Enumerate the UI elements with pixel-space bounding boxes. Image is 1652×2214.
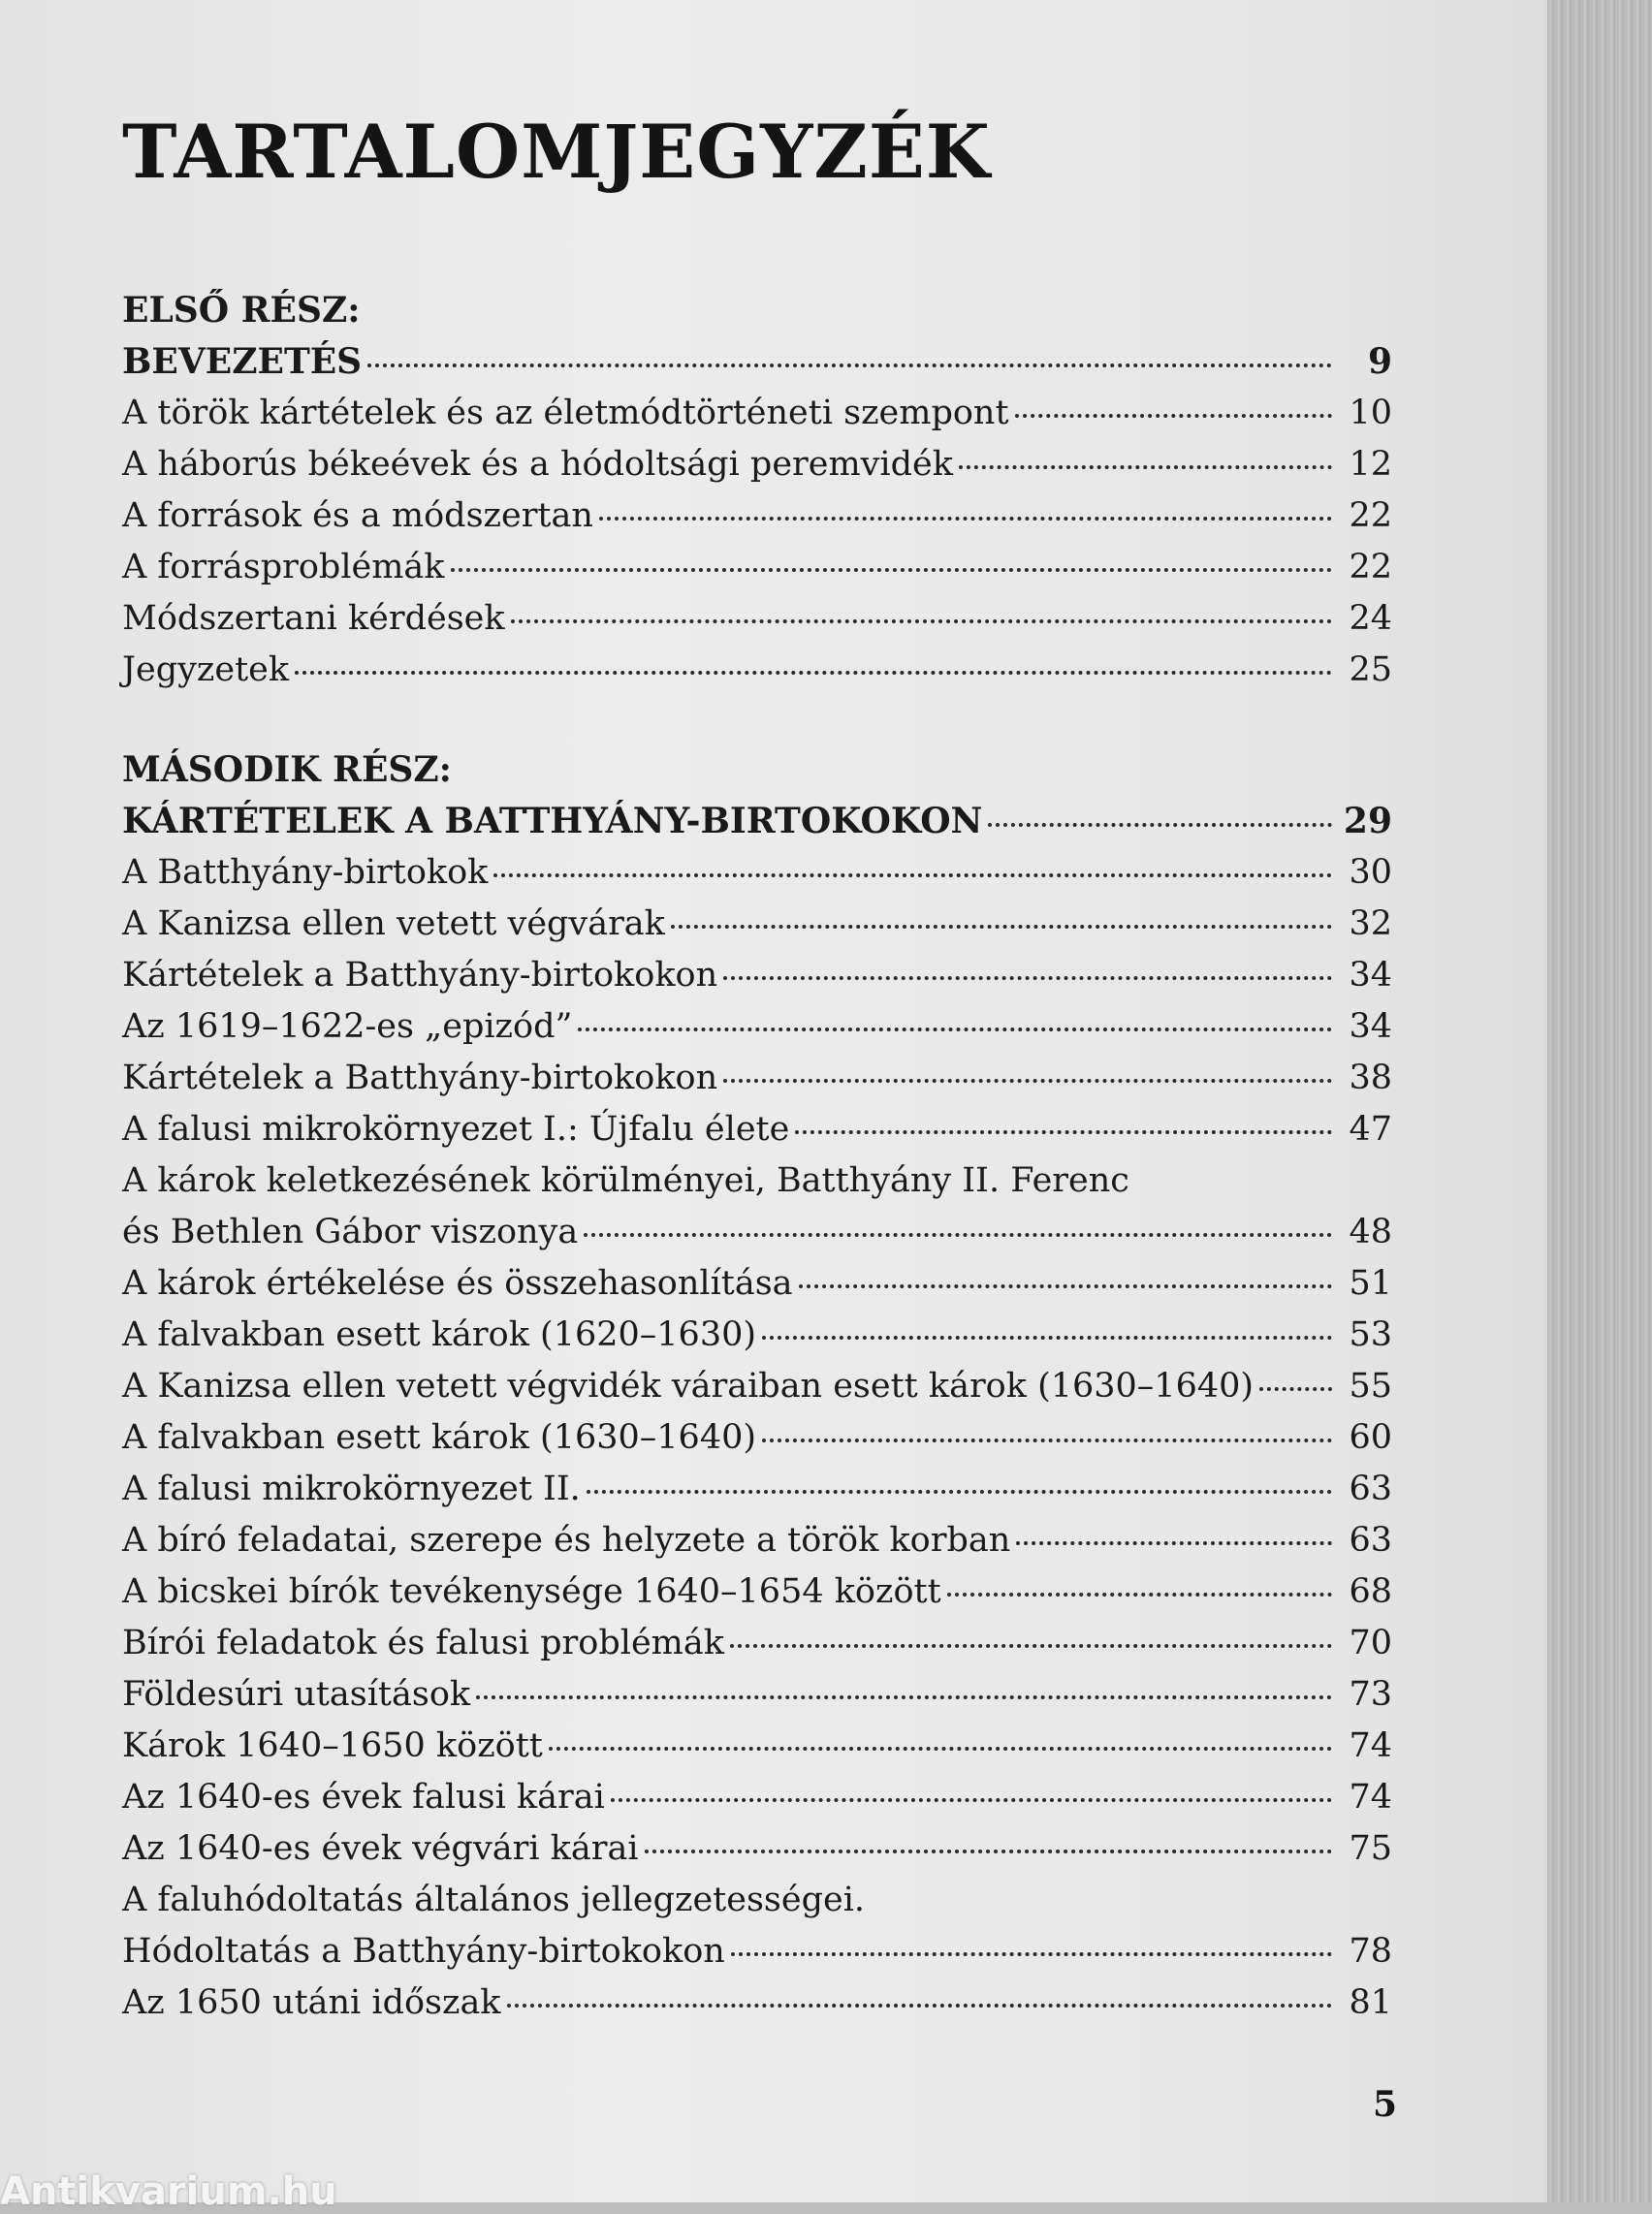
toc-entry [122, 847, 1392, 899]
toc-entry-page: 73 [1349, 1675, 1392, 1714]
dot-leader [730, 1644, 1332, 1648]
toc-entry [122, 1875, 1392, 1926]
toc-entry-page: 68 [1349, 1572, 1392, 1611]
toc-entry-page: 78 [1349, 1932, 1392, 1971]
toc-entry [122, 1361, 1392, 1412]
toc-entry [122, 1926, 1392, 1977]
toc-entry-label: Földesúri utasítások [122, 1675, 471, 1714]
dot-leader [1016, 1541, 1332, 1545]
dot-leader [1015, 414, 1332, 418]
section-heading-label: MÁSODIK RÉSZ: [122, 749, 452, 790]
toc-entry [122, 490, 1392, 542]
toc-entry [122, 1258, 1392, 1310]
toc-entry-label: A károk keletkezésének körülményei, Batthyány II. Ferenc [122, 1161, 1129, 1200]
toc-entry [122, 899, 1392, 950]
toc-entry-page: 32 [1349, 904, 1392, 943]
toc-entry-label: A falusi mikrokörnyezet II. [122, 1470, 581, 1508]
dot-leader [731, 1952, 1332, 1956]
dot-leader [762, 1336, 1332, 1340]
dot-leader [988, 823, 1332, 827]
toc-entry-label: A források és a módszertan [122, 496, 593, 535]
toc-entry [122, 1053, 1392, 1104]
dot-leader [799, 1284, 1332, 1288]
toc-entry [122, 1772, 1392, 1823]
toc-entry-page: 34 [1349, 956, 1392, 995]
toc-entry-label: A bicskei bírók tevékenysége 1640–1654 között [122, 1572, 941, 1611]
dot-leader [959, 465, 1332, 469]
section-heading [122, 285, 1392, 336]
toc-entry-page: 55 [1349, 1367, 1392, 1406]
dot-leader [367, 364, 1332, 367]
toc-entry-label: Az 1619–1622-es „epizód” [122, 1007, 573, 1046]
dot-leader [645, 1850, 1332, 1853]
toc-entry [122, 796, 1392, 847]
toc-entry-page: 63 [1349, 1521, 1392, 1560]
toc-entry-page: 81 [1349, 1983, 1392, 2022]
toc-entry [122, 593, 1392, 645]
dot-leader [587, 1490, 1332, 1494]
toc-entry-label: és Bethlen Gábor viszonya [122, 1213, 579, 1251]
section-gap [122, 696, 1392, 744]
toc-entry [122, 388, 1392, 439]
toc-entry [122, 336, 1392, 388]
toc-entry-page: 74 [1349, 1726, 1392, 1765]
toc-entry-label: Hódoltatás a Batthyány-birtokokon [122, 1932, 725, 1971]
section-heading-label: ELSŐ RÉSZ: [122, 290, 361, 331]
toc-entry-page: 51 [1349, 1264, 1392, 1303]
section-heading [122, 744, 1392, 796]
toc-entry-label: A bíró feladatai, szerepe és helyzete a török korban [122, 1521, 1011, 1560]
toc-entry-page: 12 [1349, 445, 1392, 484]
toc-entry-label: A Kanizsa ellen vetett végvidék váraiban esett károk (1630–1640) [122, 1367, 1255, 1406]
toc-entry-label: Bírói feladatok és falusi problémák [122, 1624, 724, 1662]
toc-entry [122, 1155, 1392, 1207]
toc-entry [122, 1207, 1392, 1258]
toc-entry-label: Károk 1640–1650 között [122, 1726, 543, 1765]
dot-leader [295, 671, 1332, 675]
toc-entry-page: 74 [1349, 1778, 1392, 1817]
toc-entry [122, 1823, 1392, 1875]
toc-entry-page: 75 [1349, 1829, 1392, 1868]
watermark: Antikvarium.hu [0, 2169, 337, 2214]
dot-leader [611, 1798, 1332, 1802]
toc-entry-page: 53 [1349, 1315, 1392, 1354]
toc-entry [122, 542, 1392, 593]
dot-leader [493, 873, 1332, 877]
toc-entry-page: 25 [1349, 650, 1392, 689]
dot-leader [723, 976, 1332, 980]
toc-entry-page: 38 [1349, 1059, 1392, 1097]
toc-entry-page: 48 [1349, 1213, 1392, 1251]
toc-entry [122, 1721, 1392, 1772]
toc-entry [122, 645, 1392, 696]
dot-leader [762, 1439, 1332, 1442]
toc-entry [122, 1977, 1392, 2029]
toc-entry-label: A Batthyány-birtokok [122, 853, 489, 892]
toc-entry-page: 63 [1349, 1470, 1392, 1508]
toc-entry [122, 1566, 1392, 1618]
dot-leader [599, 517, 1332, 521]
page-title: TARTALOMJEGYZÉK [122, 109, 991, 195]
toc-entry-label: A forrásproblémák [122, 548, 445, 586]
toc-entry-label: A falvakban esett károk (1630–1640) [122, 1418, 757, 1457]
dot-leader [549, 1747, 1332, 1751]
toc-entry-label: Az 1640-es évek végvári kárai [122, 1829, 639, 1868]
toc-entry-label: A falvakban esett károk (1620–1630) [122, 1315, 757, 1354]
toc-entry-page: 22 [1349, 548, 1392, 586]
toc-entry [122, 1001, 1392, 1053]
toc-entry [122, 1669, 1392, 1721]
toc-entry-label: A háborús békeévek és a hódoltsági peremvidék [122, 445, 953, 484]
page-number: 5 [1373, 2084, 1398, 2125]
table-of-contents [122, 285, 1392, 2029]
toc-entry-page: 22 [1349, 496, 1392, 535]
dot-leader [578, 1028, 1332, 1031]
toc-entry-page: 34 [1349, 1007, 1392, 1046]
dot-leader [795, 1130, 1332, 1134]
toc-entry-label: Jegyzetek [122, 650, 290, 689]
toc-entry [122, 950, 1392, 1001]
toc-entry [122, 1412, 1392, 1464]
toc-entry-page: 60 [1349, 1418, 1392, 1457]
dot-leader [947, 1593, 1332, 1597]
dot-leader [511, 619, 1332, 623]
toc-entry [122, 1104, 1392, 1155]
toc-entry-label: A falusi mikrokörnyezet I.: Újfalu élete [122, 1110, 790, 1149]
toc-entry-page: 10 [1349, 394, 1392, 432]
toc-entry-label: A károk értékelése és összehasonlítása [122, 1264, 793, 1303]
toc-entry [122, 1464, 1392, 1515]
toc-entry-label: A faluhódoltatás általános jellegzetességei. [122, 1881, 866, 1919]
toc-entry-page: 9 [1367, 341, 1392, 382]
toc-entry-label: A Kanizsa ellen vetett végvárak [122, 904, 665, 943]
toc-entry-page: 47 [1349, 1110, 1392, 1149]
toc-entry-page: 70 [1349, 1624, 1392, 1662]
dot-leader [1259, 1387, 1332, 1391]
toc-entry-label: Kártételek a Batthyány-birtokokon [122, 1059, 718, 1097]
toc-entry [122, 1310, 1392, 1361]
toc-entry-label: BEVEZETÉS [122, 341, 363, 382]
toc-entry-page: 30 [1349, 853, 1392, 892]
toc-entry [122, 1515, 1392, 1566]
toc-entry-page: 29 [1343, 801, 1392, 841]
toc-entry-label: Kártételek a Batthyány-birtokokon [122, 956, 718, 995]
toc-entry-label: Módszertani kérdések [122, 599, 505, 638]
dot-leader [476, 1695, 1332, 1699]
toc-entry-label: Az 1640-es évek falusi kárai [122, 1778, 605, 1817]
dot-leader [584, 1233, 1332, 1237]
dot-leader [451, 568, 1333, 572]
toc-entry-label: Az 1650 utáni időszak [122, 1983, 501, 2022]
dot-leader [723, 1079, 1332, 1083]
toc-entry-label: KÁRTÉTELEK A BATTHYÁNY-BIRTOKOKON [122, 801, 983, 841]
dot-leader [671, 925, 1332, 929]
toc-entry-page: 24 [1349, 599, 1392, 638]
toc-entry [122, 1618, 1392, 1669]
toc-entry-label: A török kártételek és az életmódtörténeti szempont [122, 394, 1009, 432]
toc-entry [122, 439, 1392, 490]
dot-leader [507, 2004, 1332, 2008]
page-edge [1547, 0, 1652, 2202]
